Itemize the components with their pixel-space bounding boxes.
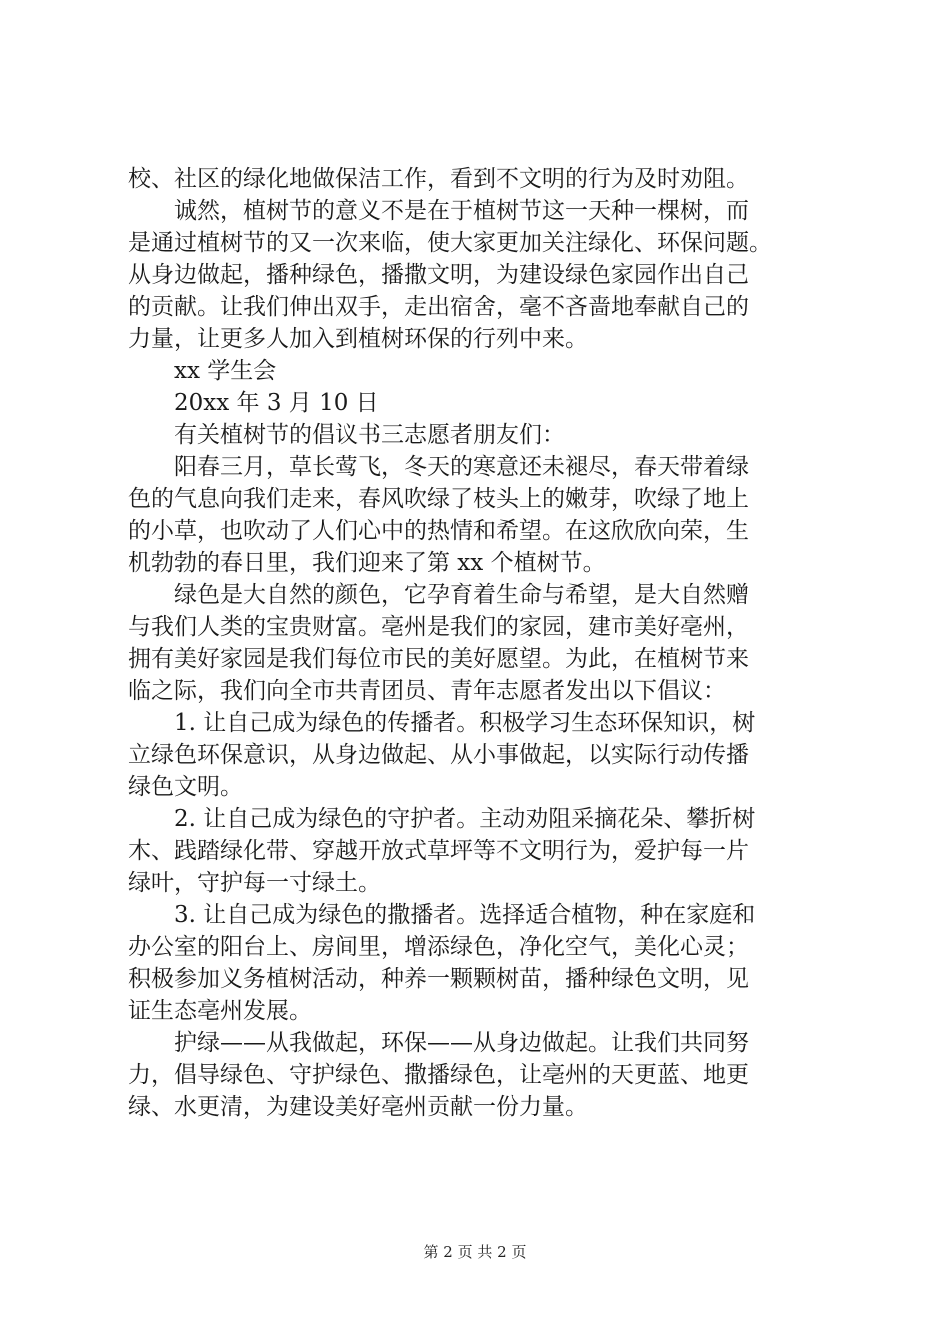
text-line: 木、践踏绿化带、穿越开放式草坪等不文明行为，爱护每一片: [128, 838, 749, 864]
text-line: 与我们人类的宝贵财富。亳州是我们的家园，建市美好亳州，: [128, 614, 749, 640]
text-line: 力，倡导绿色、守护绿色、撒播绿色，让亳州的天更蓝、地更: [128, 1062, 749, 1088]
text-line: 的小草，也吹动了人们心中的热情和希望。在这欣欣向荣，生: [128, 518, 749, 544]
text-line: 绿色是大自然的颜色，它孕育着生命与希望，是大自然赠: [174, 582, 749, 608]
text-line: 阳春三月，草长莺飞，冬天的寒意还未褪尽，春天带着绿: [174, 454, 749, 480]
text-line: 是通过植树节的又一次来临，使大家更加关注绿化、环保问题。: [128, 230, 772, 256]
page-footer: 第 2 页 共 2 页: [423, 1243, 527, 1261]
text-line: xx 学生会: [174, 358, 277, 384]
document-body: [128, 163, 828, 1123]
text-line: 绿、水更清，为建设美好亳州贡献一份力量。: [128, 1094, 588, 1120]
text-line: 立绿色环保意识，从身边做起、从小事做起，以实际行动传播: [128, 742, 749, 768]
text-line: 证生态亳州发展。: [128, 998, 312, 1024]
text-line: 校、社区的绿化地做保洁工作，看到不文明的行为及时劝阻。: [128, 166, 749, 192]
text-line: 力量，让更多人加入到植树环保的行列中来。: [128, 326, 588, 352]
text-line: 办公室的阳台上、房间里，增添绿色，净化空气，美化心灵；: [128, 934, 749, 960]
text-line: 色的气息向我们走来，春风吹绿了枝头上的嫩芽，吹绿了地上: [128, 486, 749, 512]
text-line: 1. 让自己成为绿色的传播者。积极学习生态环保知识，树: [174, 710, 756, 736]
text-line: 从身边做起，播种绿色，播撒文明，为建设绿色家园作出自己: [128, 262, 749, 288]
text-line: 拥有美好家园是我们每位市民的美好愿望。为此，在植树节来: [128, 646, 749, 672]
text-line: 20xx 年 3 月 10 日: [174, 390, 379, 416]
text-line: 有关植树节的倡议书三志愿者朋友们：: [174, 422, 565, 448]
text-line: 绿叶，守护每一寸绿土。: [128, 870, 381, 896]
text-line: 2. 让自己成为绿色的守护者。主动劝阻采摘花朵、攀折树: [174, 806, 756, 832]
text-line: 护绿——从我做起，环保——从身边做起。让我们共同努: [174, 1030, 749, 1056]
text-line: 绿色文明。: [128, 774, 243, 800]
text-line: 诚然，植树节的意义不是在于植树节这一天种一棵树，而: [174, 198, 749, 224]
text-line: 的贡献。让我们伸出双手，走出宿舍，毫不吝啬地奉献自己的: [128, 294, 749, 320]
text-line: 积极参加义务植树活动，种养一颗颗树苗，播种绿色文明，见: [128, 966, 749, 992]
text-line: 3. 让自己成为绿色的撒播者。选择适合植物，种在家庭和: [174, 902, 756, 928]
text-line: 临之际，我们向全市共青团员、青年志愿者发出以下倡议：: [128, 678, 726, 704]
text-line: 机勃勃的春日里，我们迎来了第 xx 个植树节。: [128, 550, 606, 576]
